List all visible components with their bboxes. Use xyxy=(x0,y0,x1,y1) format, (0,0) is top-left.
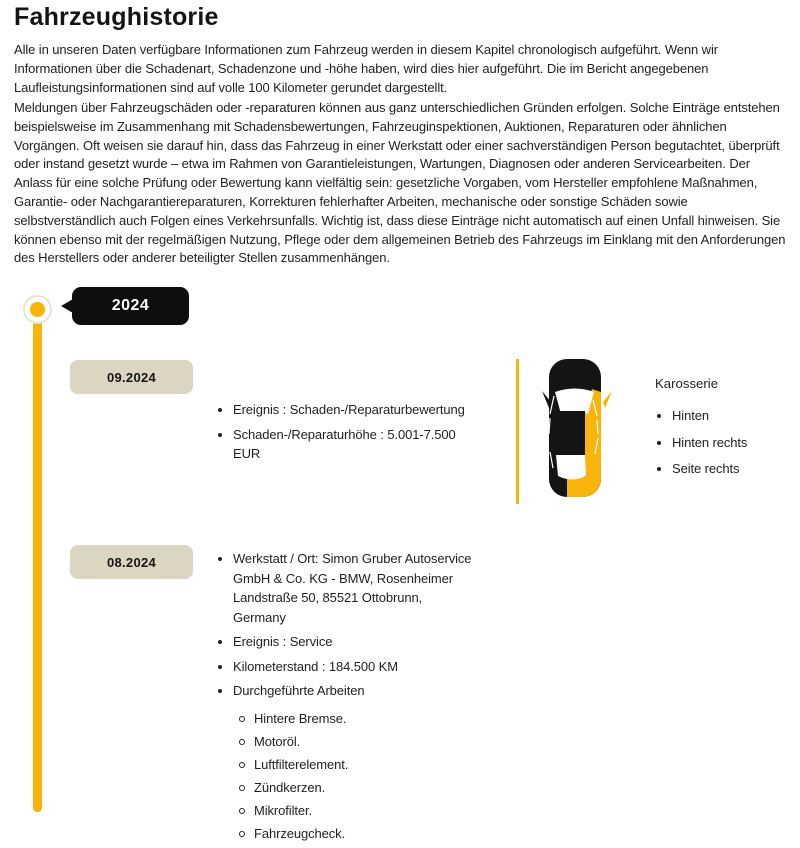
list-item: Ereignis : Schaden-/Reparaturbewertung xyxy=(216,400,466,420)
list-item: Mikrofilter. xyxy=(238,802,474,820)
list-item: Ereignis : Service xyxy=(216,632,474,652)
entry-09-2024-details xyxy=(216,400,466,469)
list-item: Luftfilterelement. xyxy=(238,756,474,774)
damage-zone-panel xyxy=(655,376,787,486)
timeline-start-dot-inner xyxy=(30,302,45,317)
entry-date-badge-08-2024 xyxy=(70,545,193,579)
list-item: Motoröl. xyxy=(238,733,474,751)
car-top-view-icon xyxy=(541,356,613,500)
timeline-bar xyxy=(33,311,42,812)
list-item: Hintere Bremse. xyxy=(238,710,474,728)
intro-paragraph-1: Alle in unseren Daten verfügbare Informationen zum Fahrzeug werden in diesem Kapitel chronologisch aufgeführt. Wenn wir Informationen über die Schadenart, Schadenzone und -höhe haben, wird dies hier aufgeführt. Die im Bericht angegebenen Laufleistungsinformationen sind auf volle 100 Kilometer gerundet dargestellt. xyxy=(14,42,718,95)
list-item: Schaden-/Reparaturhöhe : 5.001-7.500 EUR xyxy=(216,425,466,464)
timeline-start-dot xyxy=(23,295,52,324)
timeline-year-badge xyxy=(72,287,189,325)
entry-date-badge-09-2024 xyxy=(70,360,193,394)
entry-08-2024-details-block xyxy=(216,549,474,848)
list-item: Werkstatt / Ort: Simon Gruber Autoservice GmbH & Co. KG - BMW, Rosenheimer Landstraße 50, 85521 Ottobrunn, Germany xyxy=(216,549,474,627)
list-item: Hinten xyxy=(655,406,787,426)
damage-zone-list xyxy=(655,406,787,479)
intro-paragraph-2: Meldungen über Fahrzeugschäden oder -reparaturen können aus ganz unterschiedlichen Gründen erfolgen. Solche Einträge entstehen beispielsweise im Zusammenhang mit Schadensbewertungen, Fahrzeuginspektionen, Auktionen, Reparaturen oder ähnlichen Vorgängen. Oft weisen sie darauf hin, dass das Fahrzeug in einer Werkstatt oder einer sachverständigen Person begutachtet, überprüft oder instand gesetzt wurde – etwa im Rahmen von Garantieleistungen, Wartungen, Diagnosen oder anderen Servicearbeiten. Der Anlass für eine solche Prüfung oder Bewertung kann vielfältig sein: gesetzliche Vorgaben, vom Hersteller empfohlene Maßnahmen, Garantie- oder Nachgarantiereparaturen, Korrekturen fehlerhafter Arbeiten, mechanische oder sonstige Schäden sowie selbstverständlich auch Folgen eines Verkehrsunfalls. Wichtig ist, dass diese Einträge nicht automatisch auf einen Unfall hinweisen. Sie können ebenso mit der regelmäßigen Nutzung, Pflege oder dem allgemeinen Betrieb des Fahrzeugs im Einklang mit den Anforderungen des Herstellers oder anderer beteiligter Stellen zusammenhängen. xyxy=(14,100,786,266)
list-item: Kilometerstand : 184.500 KM xyxy=(216,657,474,677)
list-item: Hinten rechts xyxy=(655,433,787,453)
year-label: 2024 xyxy=(111,297,150,314)
list-item: Durchgeführte Arbeiten xyxy=(216,681,474,701)
damage-zone-divider xyxy=(516,359,519,504)
entry-date-label: 09.2024 xyxy=(106,369,157,385)
list-item: Seite rechts xyxy=(655,459,787,479)
performed-work-list xyxy=(238,710,474,843)
damage-zone-title: Karosserie xyxy=(655,376,719,391)
entry-date-label: 08.2024 xyxy=(106,554,157,570)
page-title: Fahrzeughistorie xyxy=(14,3,219,31)
year-badge-arrow-icon xyxy=(61,299,73,313)
list-item: Fahrzeugcheck. xyxy=(238,825,474,843)
list-item: Zündkerzen. xyxy=(238,779,474,797)
entry-08-2024-details xyxy=(216,549,474,701)
